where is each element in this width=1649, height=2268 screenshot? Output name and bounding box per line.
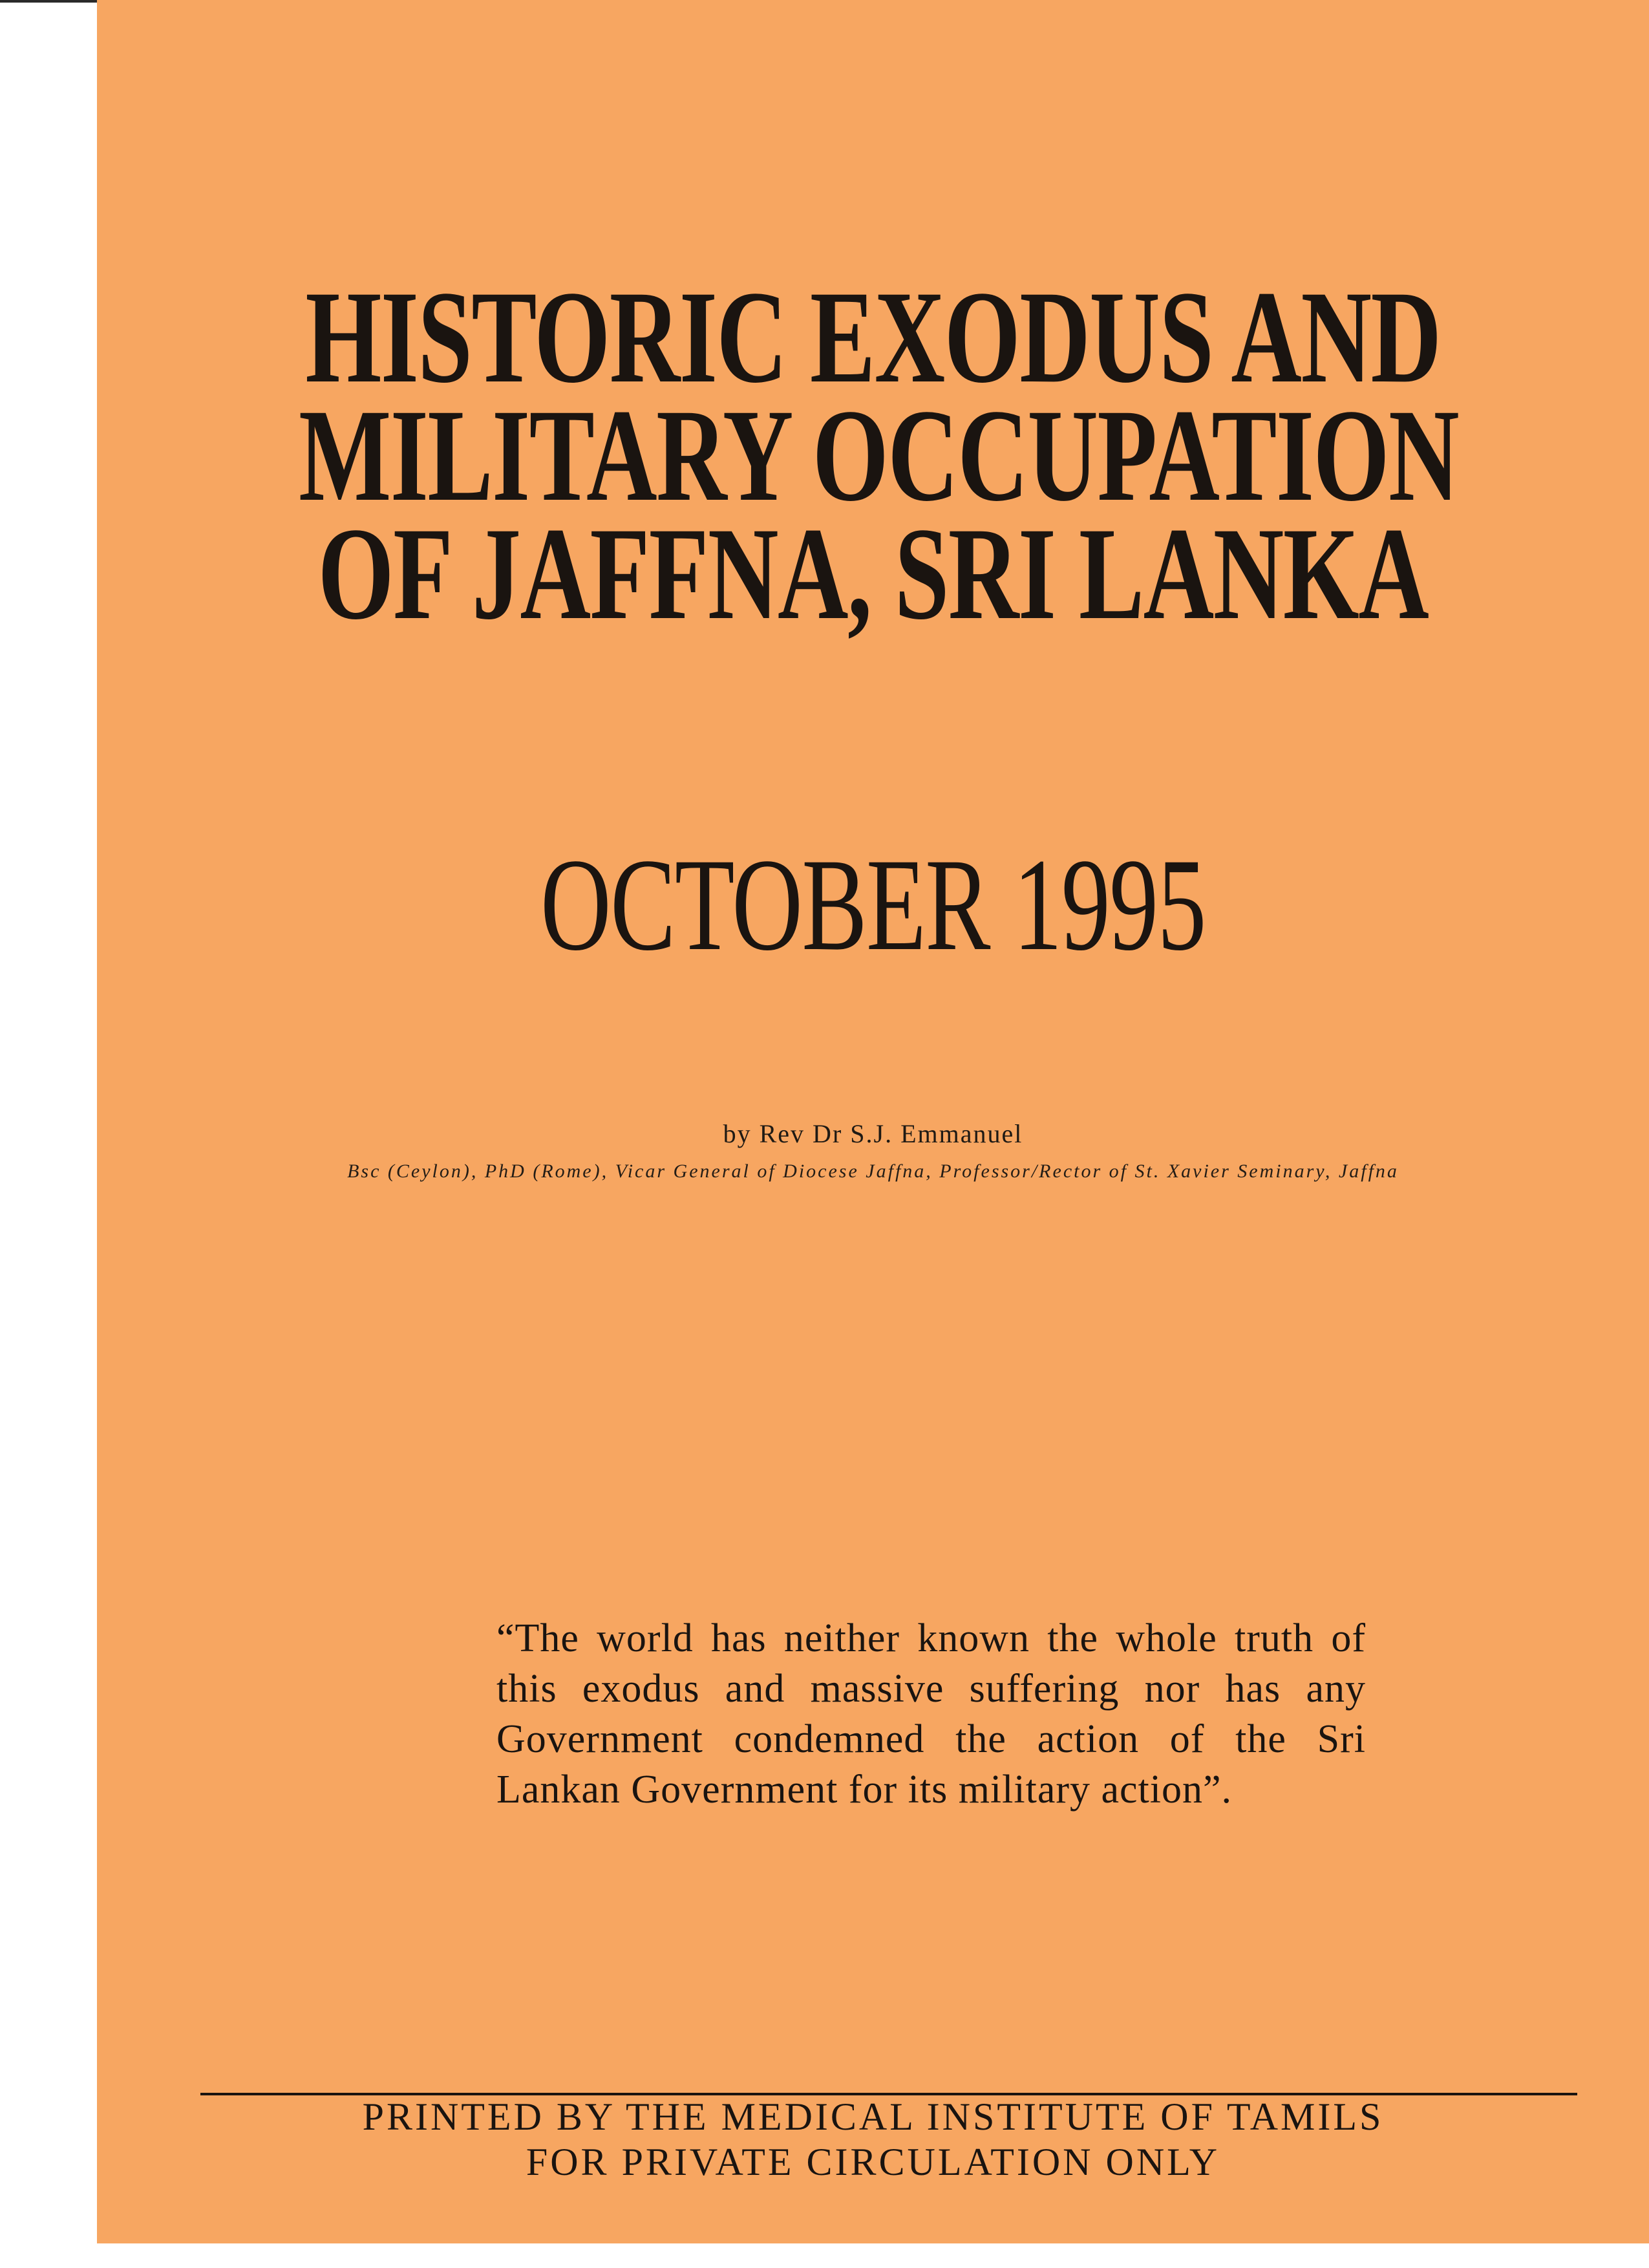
publication-date: OCTOBER 1995 [540,831,1206,978]
title-line-3: OF JAFFNA, SRI LANKA [317,500,1429,647]
cover-quote: “The world has neither known the whole truth of this exodus and massive suffering nor has any Government condemned the action of the Sri Lankan Government for its military action”. [496,1616,1366,1812]
printer-line: PRINTED BY THE MEDICAL INSTITUTE OF TAMILS [362,2095,1384,2138]
title-line-1: HISTORIC EXODUS AND [305,264,1441,411]
author-line: by Rev Dr S.J. Emmanuel [723,1119,1023,1148]
document-title [97,264,1649,647]
author-credentials: Bsc (Ceylon), PhD (Rome), Vicar General of Diocese Jaffna, Professor/Rector of St. Xavier Seminary, Jaffna [347,1161,1399,1182]
circulation-line: FOR PRIVATE CIRCULATION ONLY [526,2141,1220,2183]
cover-page [97,0,1649,2243]
title-line-2: MILITARY OCCUPATION [299,382,1459,529]
